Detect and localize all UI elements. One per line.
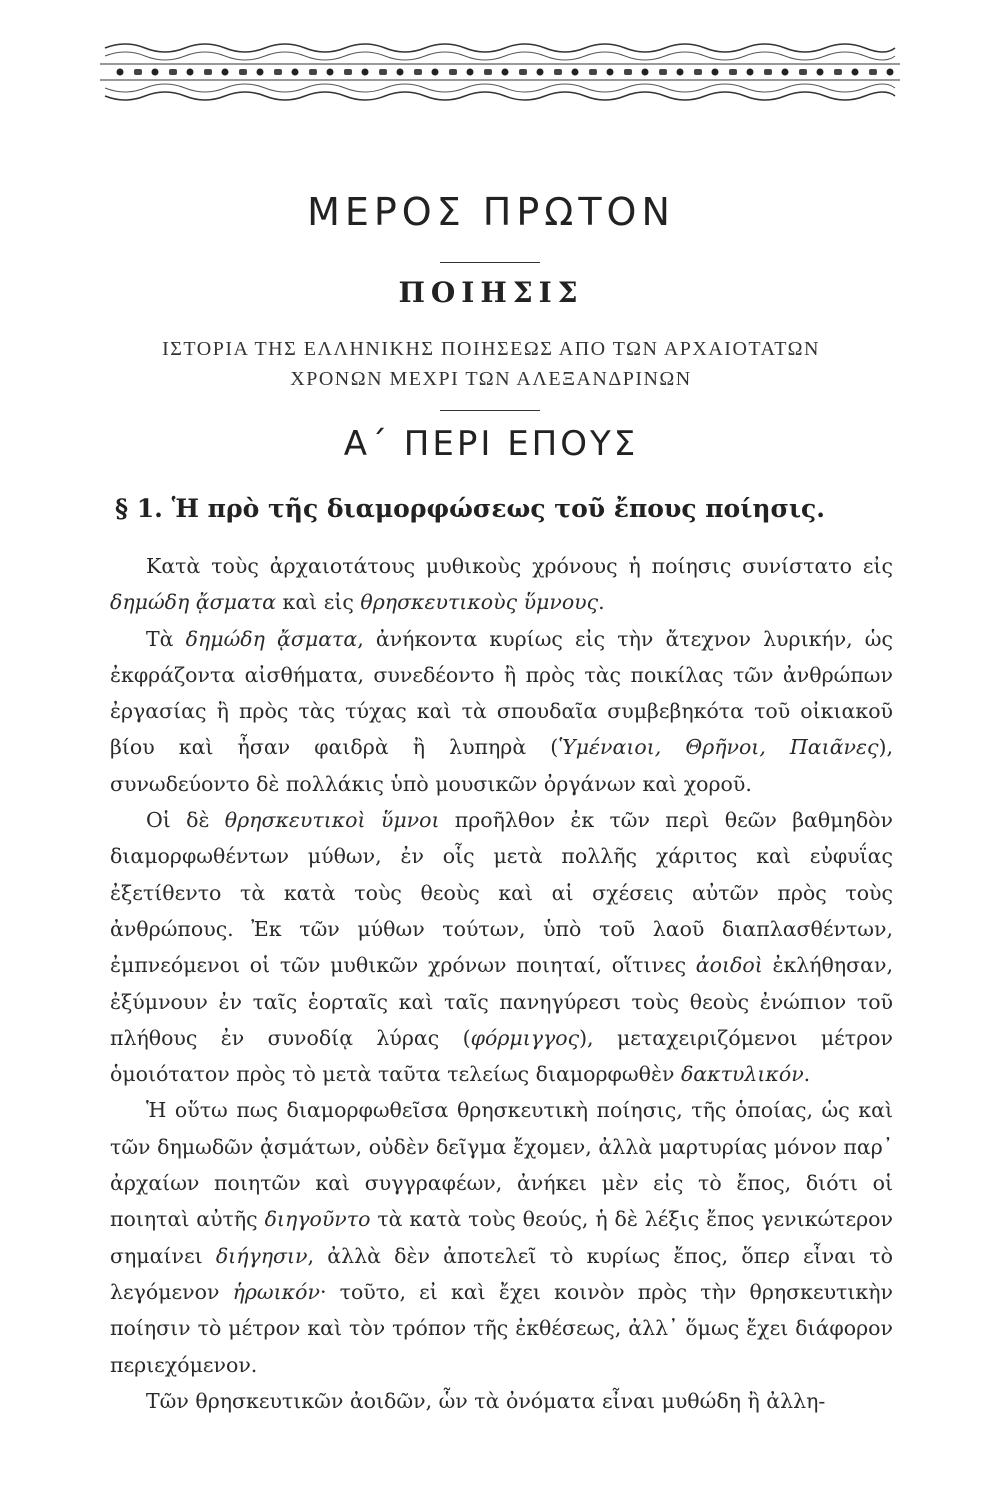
title-divider (440, 262, 540, 263)
paragraph-3: Οἱ δὲ θρησκευτικοὶ ὕμνοι προῆλθον ἐκ τῶν περὶ θεῶν βαθμηδὸν διαμορφωθέντων μύθων, ἐν οἷς μετὰ πολλῆς χάριτος καὶ εὐφυΐας ἐξετίθεντο τὰ κατὰ τοὺς θεοὺς καὶ αἱ σχέσεις αὐτῶν πρὸς τοὺς ἀνθρώπους. Ἐκ τῶν μύθων τούτων, ὑπὸ τοῦ λαοῦ διαπλασθέντων, ἐμπνεόμενοι οἱ τῶν μυθικῶν χρόνων ποιηταί, οἵτινες ἀοιδοὶ ἐκλήθησαν, ἐξύμνουν ἐν ταῖς ἑορταῖς καὶ ταῖς πανηγύρεσι τοὺς θεοὺς ἐνώπιον τοῦ πλήθους ἐν συνοδίᾳ λύρας (φόρμιγγος), μεταχειριζόμενοι μέτρον ὁμοιότατον πρὸς τὸ μετὰ ταῦτα τελείως διαμορφωθὲν δακτυλικόν. (110, 808, 893, 1087)
section-title: ΠΟΙΗΣΙΣ (398, 276, 584, 309)
paragraph-4: Ἡ οὕτω πως διαμορφωθεῖσα θρησκευτικὴ ποίησις, τῆς ὁποίας, ὡς καὶ τῶν δημωδῶν ᾀσμάτων, οὐδὲν δεῖγμα ἔχομεν, ἀλλὰ μαρτυρίας μόνον παρ᾽ ἀρχαίων ποιητῶν καὶ συγγραφέων, ἀνήκει μὲν εἰς τὸ ἔπος, διότι οἱ ποιηταὶ αὐτῆς διηγοῦντο τὰ κατὰ τοὺς θεούς, ἡ δὲ λέξις ἔπος γενικώτερον σημαίνει διήγησιν, ἀλλὰ δὲν ἀποτελεῖ τὸ κυρίως ἔπος, ὅπερ εἶναι τὸ λεγόμενον ἡρωικόν· τοῦτο, εἰ καὶ ἔχει κοινὸν πρὸς τὴν θρησκευτικὴν ποίησιν τὸ μέτρον καὶ τὸν τρόπον τῆς ἐκθέσεως, ἀλλ᾽ ὅμως ἔχει διάφορον περιεχόμενον. (110, 1098, 893, 1377)
paragraph-1: Κατὰ τοὺς ἀρχαιοτάτους μυθικοὺς χρόνους ἡ ποίησις συνίστατο εἰς δημώδη ᾄσματα καὶ εἰς θρησκευτικοὺς ὕμνους. (110, 554, 893, 615)
decorative-header-band (100, 40, 900, 102)
chapter-title: Α΄ ΠΕΡΙ ΕΠΟΥΣ (343, 424, 639, 464)
body-text (110, 548, 893, 1419)
subtitle-divider (440, 410, 540, 411)
subtitle-line-1: ΙΣΤΟΡΙΑ ΤΗΣ ΕΛΛΗΝΙΚΗΣ ΠΟΙΗΣΕΩΣ ΑΠΟ ΤΩΝ ΑΡΧΑΙΟΤΑΤΩΝ (162, 338, 820, 360)
paragraph-2: Τὰ δημώδη ᾄσματα, ἀνήκοντα κυρίως εἰς τὴν ἄτεχνον λυρικήν, ὡς ἐκφράζοντα αἰσθήματα, συνεδέοντο ἢ πρὸς τὰς ποικίλας τῶν ἀνθρώπων ἐργασίας ἢ πρὸς τὰς τύχας καὶ τὰ σπουδαῖα συμβεβηκότα τοῦ οἰκιακοῦ βίου καὶ ἦσαν φαιδρὰ ἢ λυπηρὰ (Ὑμέναιοι, Θρῆνοι, Παιᾶνες), συνωδεύοντο δὲ πολλάκις ὑπὸ μουσικῶν ὀργάνων καὶ χοροῦ. (110, 626, 893, 796)
subtitle-line-2: ΧΡΟΝΩΝ ΜΕΧΡΙ ΤΩΝ ΑΛΕΞΑΝΔΡΙΝΩΝ (290, 368, 692, 390)
paragraph-heading: § 1. Ἡ πρὸ τῆς διαμορφώσεως τοῦ ἔπους ποίησις. (115, 494, 825, 523)
part-title: ΜΕΡΟΣ ΠΡΩΤΟΝ (307, 190, 675, 234)
paragraph-5: Τῶν θρησκευτικῶν ἀοιδῶν, ὧν τὰ ὀνόματα εἶναι μυθώδη ἢ ἀλλη- (146, 1388, 826, 1413)
